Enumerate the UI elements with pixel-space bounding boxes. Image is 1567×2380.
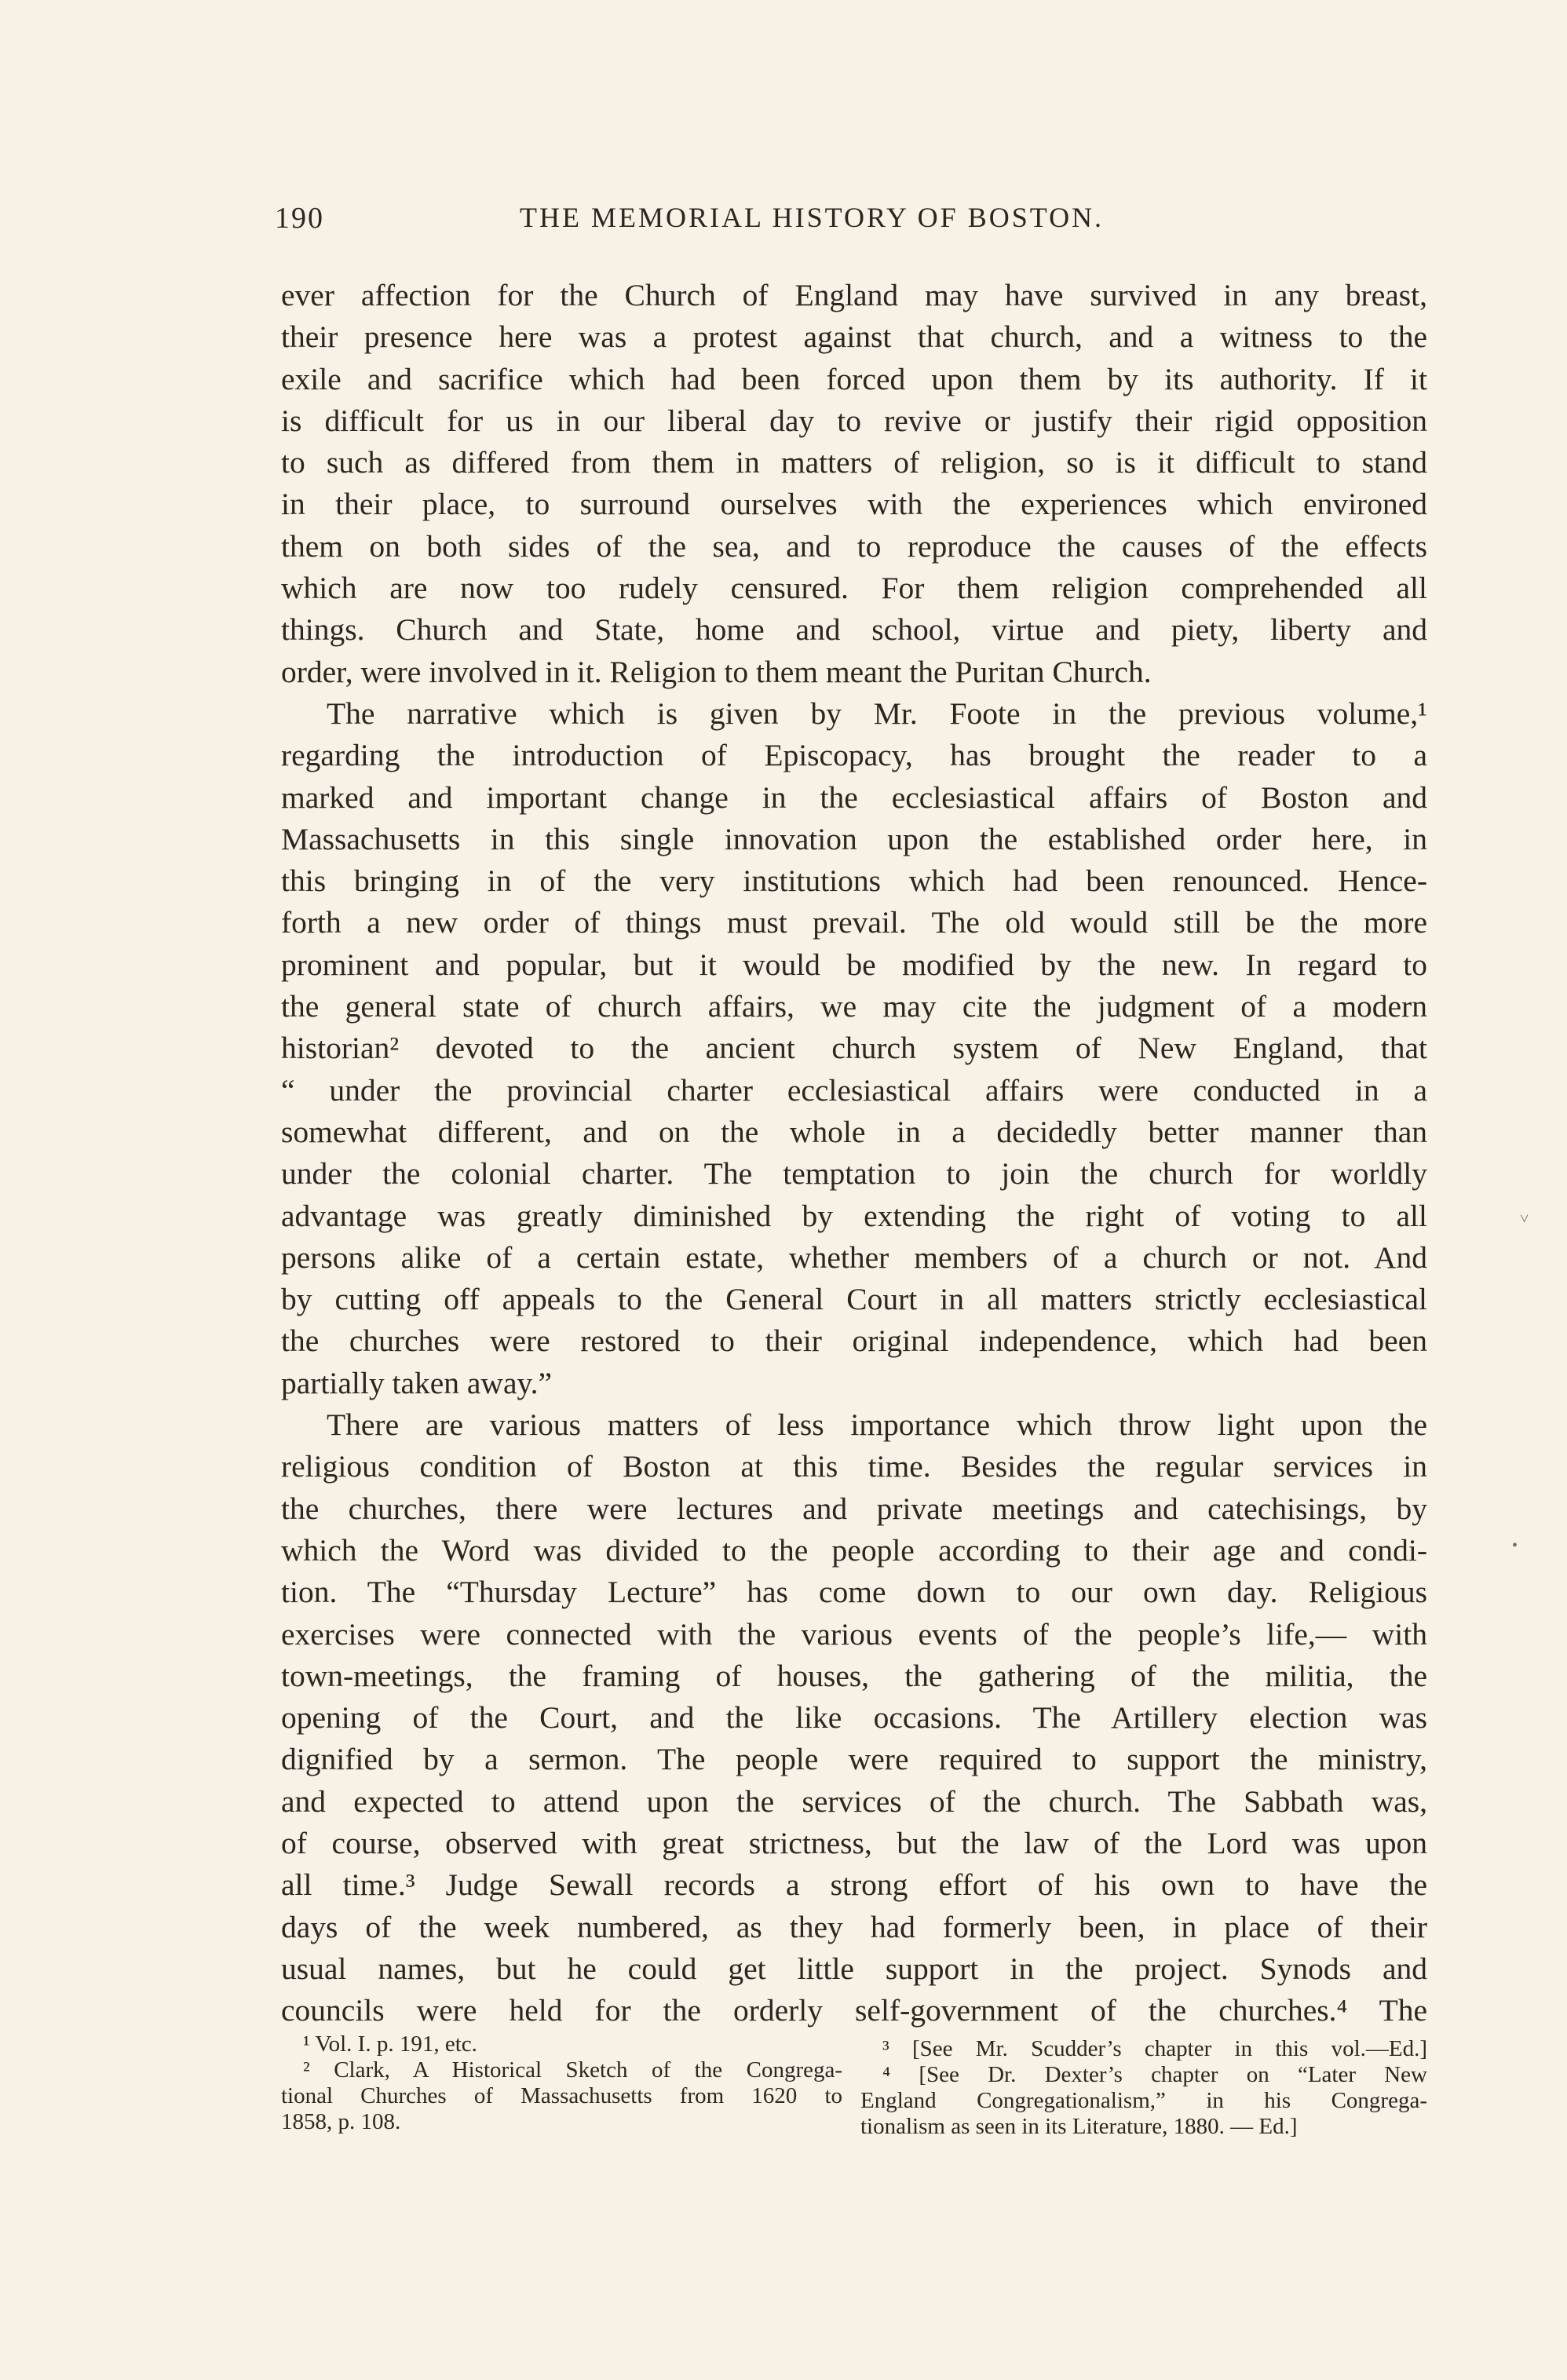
footnote-line: ¹ Vol. I. p. 191, etc. [303,2031,477,2057]
body-line: is difficult for us in our liberal day to revive or justify their rigid opposition [281,403,1427,438]
footnotes-right-column [860,2031,1427,2140]
body-line: tion. The “Thursday Lecture” has come down to our own day. Religious [281,1575,1427,1610]
body-line: advantage was greatly diminished by extending the right of voting to all [281,1198,1427,1233]
body-line: religious condition of Boston at this time. Besides the regular services in [281,1449,1427,1484]
footnote-line: ² Clark, A Historical Sketch of the Congrega- [303,2057,842,2082]
body-line: all time.³ Judge Sewall records a strong effort of his own to have the [281,1867,1427,1903]
body-line: Massachusetts in this single innovation upon the established order here, in [281,821,1427,856]
body-line: the churches were restored to their original independence, which had been [281,1323,1427,1359]
body-line: councils were held for the orderly self-government of the churches.⁴ The [281,1993,1427,2028]
body-line: and expected to attend upon the services of the church. The Sabbath was, [281,1783,1427,1819]
body-line: in their place, to surround ourselves with the experiences which environed [281,487,1427,522]
page-number: 190 [275,202,324,235]
body-line: order, were involved in it. Religion to them meant the Puritan Church. [281,654,1152,689]
footnote-line: ⁴ [See Dr. Dexter’s chapter on “Later New [882,2062,1427,2087]
body-line: exile and sacrifice which had been forced upon them by its authority. If it [281,361,1427,396]
body-line: persons alike of a certain estate, whether members of a church or not. And [281,1239,1427,1275]
margin-mark: • [1512,1537,1518,1554]
body-line: exercises were connected with the various events of the people’s life,— with [281,1616,1427,1652]
body-line: partially taken away.” [281,1365,553,1400]
footnotes-left-column [281,2031,842,2135]
body-line: their presence here was a protest against that church, and a witness to the [281,319,1427,355]
body-line: the churches, there were lectures and private meetings and catechisings, by [281,1491,1427,1526]
body-line: The narrative which is given by Mr. Foote in the previous volume,¹ [327,695,1427,731]
body-line: by cutting off appeals to the General Court in all matters strictly ecclesiastical [281,1282,1427,1317]
body-line: things. Church and State, home and school, virtue and piety, liberty and [281,612,1427,648]
body-line: which the Word was divided to the people according to their age and condi- [281,1532,1427,1568]
body-line: which are now too rudely censured. For them religion comprehended all [281,571,1427,606]
body-line: marked and important change in the ecclesiastical affairs of Boston and [281,779,1427,815]
footnote-line: tional Churches of Massachusetts from 1620 to [281,2083,842,2108]
body-line: the general state of church affairs, we may cite the judgment of a modern [281,989,1427,1024]
body-line: historian² devoted to the ancient church system of New England, that [281,1031,1427,1066]
body-line: ever affection for the Church of England may have survived in any breast, [281,278,1427,312]
body-line: opening of the Court, and the like occasions. The Artillery election was [281,1700,1427,1736]
running-title: THE MEMORIAL HISTORY OF BOSTON. [520,202,1105,233]
body-line: “ under the provincial charter ecclesiastical affairs were conducted in a [281,1072,1427,1108]
page-header [275,201,1429,240]
body-line: town-meetings, the framing of houses, the gathering of the militia, the [281,1658,1427,1693]
footnote-line: ³ [See Mr. Scudder’s chapter in this vol.—Ed.] [882,2036,1427,2061]
body-line: regarding the introduction of Episcopacy, has brought the reader to a [281,738,1427,773]
body-line: this bringing in of the very institutions which had been renounced. Hence- [281,863,1427,899]
body-line: somewhat different, and on the whole in a decidedly better manner than [281,1114,1427,1149]
body-line: prominent and popular, but it would be modified by the new. In regard to [281,947,1427,982]
footnote-line: England Congregationalism,” in his Congrega- [860,2088,1427,2113]
body-line: of course, observed with great strictness, but the law of the Lord was upon [281,1825,1427,1860]
body-line: usual names, but he could get little support in the project. Synods and [281,1951,1427,1986]
margin-mark: ˅ [1520,1210,1529,1228]
body-text [281,275,1427,2031]
body-line: under the colonial charter. The temptation to join the church for worldly [281,1156,1427,1192]
footnote-line: tionalism as seen in its Literature, 1880. — Ed.] [860,2114,1298,2139]
body-line: to such as differed from them in matters of religion, so is it difficult to stand [281,445,1427,480]
body-line: forth a new order of things must prevail. The old would still be the more [281,905,1427,940]
body-line: them on both sides of the sea, and to reproduce the causes of the effects [281,528,1427,564]
body-line: days of the week numbered, as they had formerly been, in place of their [281,1909,1427,1944]
body-line: dignified by a sermon. The people were required to support the ministry, [281,1742,1427,1777]
body-line: There are various matters of less importance which throw light upon the [327,1407,1427,1443]
footnote-line: 1858, p. 108. [281,2109,401,2134]
